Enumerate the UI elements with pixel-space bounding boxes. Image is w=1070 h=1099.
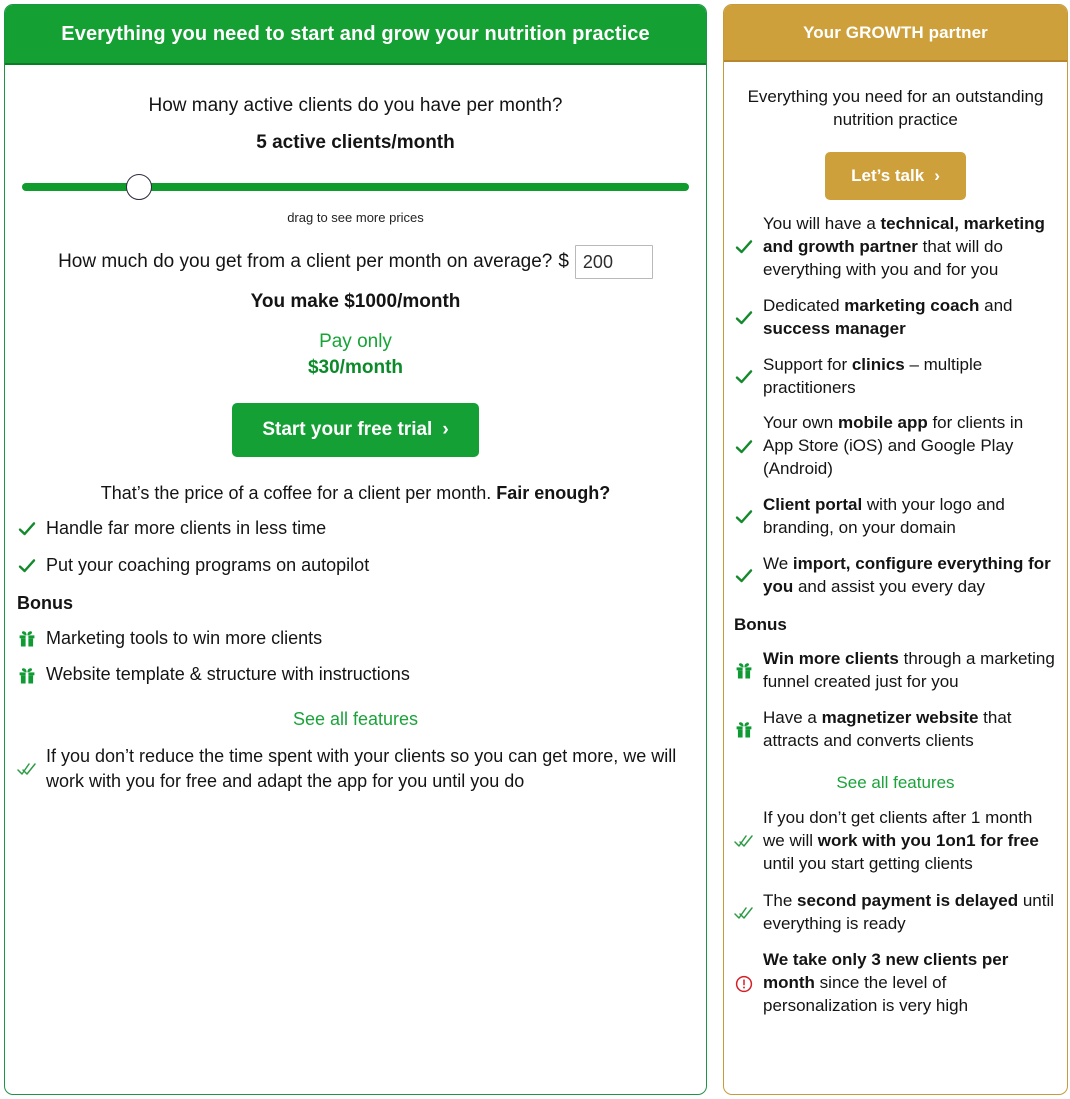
left-bonus-list	[17, 627, 694, 688]
lets-talk-label: Let’s talk	[851, 165, 925, 185]
guarantee-item	[17, 744, 694, 794]
start-free-trial-button[interactable]	[232, 403, 478, 457]
active-clients-slider[interactable]	[22, 174, 689, 200]
chevron-right-icon: ›	[442, 419, 449, 440]
right-bonus-list	[734, 648, 1057, 753]
start-free-trial-label: Start your free trial	[262, 419, 433, 440]
right-bonus-label: Bonus	[734, 615, 787, 634]
feature-item	[734, 295, 1057, 341]
left-guarantee	[17, 744, 694, 794]
bonus-item	[734, 648, 1057, 694]
feature-text: Dedicated marketing coach and success manager	[763, 295, 1013, 338]
guarantee-item	[734, 949, 1057, 1018]
gift-icon	[17, 630, 37, 647]
primary-cta-wrap	[17, 403, 694, 457]
currency-symbol: $	[558, 251, 569, 272]
guarantee-item	[734, 807, 1057, 876]
gift-icon	[734, 662, 754, 679]
active-clients-question: How many active clients do you have per month?	[148, 95, 563, 116]
double-check-icon	[734, 905, 754, 921]
bonus-item	[734, 707, 1057, 753]
gift-icon	[17, 667, 37, 684]
check-icon	[734, 309, 754, 327]
double-check-icon	[17, 761, 37, 777]
right-feature-list	[734, 213, 1057, 599]
left-see-all-features-link[interactable]: See all features	[292, 709, 419, 729]
feature-text: Support for clinics – multiple practitioners	[763, 354, 983, 397]
left-card-body	[5, 65, 706, 806]
right-card-header: Your GROWTH partner	[724, 5, 1067, 62]
feature-item	[734, 494, 1057, 540]
feature-text: If you don’t reduce the time spent with your clients so you can get more, we will work with you for free and adapt the app for you until you do	[46, 746, 677, 791]
feature-text: Win more clients through a marketing funnel created just for you	[763, 649, 1055, 691]
average-revenue-row	[17, 245, 694, 279]
check-icon	[17, 557, 37, 575]
feature-text: Client portal with your logo and branding, on your domain	[763, 495, 1005, 538]
feature-item	[734, 213, 1057, 282]
right-card-body	[724, 62, 1067, 1032]
slider-thumb[interactable]	[126, 174, 152, 200]
left-pricing-card	[4, 4, 707, 1095]
check-icon	[734, 238, 754, 256]
warning-icon	[734, 975, 754, 993]
feature-text: We take only 3 new clients per month since the level of personalization is very high	[763, 950, 1009, 1016]
guarantee-item	[734, 890, 1057, 936]
coffee-note-bold: Fair enough?	[496, 483, 611, 503]
average-revenue-input[interactable]	[575, 245, 653, 279]
right-cta-wrap	[734, 152, 1057, 200]
check-icon	[734, 508, 754, 526]
check-icon	[734, 567, 754, 585]
feature-item	[17, 517, 694, 541]
feature-text: You will have a technical, marketing and growth partner that will do everything with you and for you	[763, 213, 1045, 279]
feature-text: Have a magnetizer website that attracts and converts clients	[763, 707, 1012, 750]
feature-text: If you don’t get clients after 1 month we will work with you 1on1 for free until you start getting clients	[763, 807, 1039, 873]
right-partner-card	[723, 4, 1068, 1095]
feature-text: Handle far more clients in less time	[46, 518, 327, 538]
coffee-note-plain: That’s the price of a coffee for a client per month.	[100, 483, 497, 503]
pay-only-amount: $30/month	[307, 357, 404, 378]
coffee-price-note	[17, 483, 694, 504]
bonus-item	[17, 663, 694, 687]
feature-text: The second payment is delayed until everything is ready	[763, 890, 1055, 933]
feature-text: Website template & structure with instructions	[46, 664, 410, 685]
check-icon	[734, 368, 754, 386]
feature-item	[734, 553, 1057, 599]
feature-item	[734, 412, 1057, 481]
gift-icon	[734, 721, 754, 738]
you-make-value: You make $1000/month	[250, 291, 461, 312]
left-feature-list	[17, 517, 694, 578]
feature-text: Marketing tools to win more clients	[46, 627, 323, 648]
double-check-icon	[734, 833, 754, 849]
average-revenue-label: How much do you get from a client per month on average?	[58, 251, 553, 272]
feature-text: Your own mobile app for clients in App Store (iOS) and Google Play (Android)	[763, 413, 1024, 479]
pay-only-label: Pay only	[319, 331, 392, 352]
right-see-all-features-link[interactable]: See all features	[836, 772, 955, 792]
chevron-right-icon: ›	[934, 165, 940, 185]
left-card-header: Everything you need to start and grow your nutrition practice	[5, 5, 706, 65]
left-bonus-label: Bonus	[17, 592, 73, 613]
feature-text: We import, configure everything for you and assist you every day	[763, 554, 1051, 597]
check-icon	[734, 438, 754, 456]
slider-hint: drag to see more prices	[287, 210, 424, 225]
feature-item	[734, 354, 1057, 400]
active-clients-value: 5 active clients/month	[256, 132, 455, 153]
bonus-item	[17, 627, 694, 651]
right-card-subtitle: Everything you need for an outstanding nutrition practice	[747, 87, 1044, 129]
feature-item	[17, 554, 694, 578]
right-guarantee-list	[734, 807, 1057, 1019]
lets-talk-button[interactable]	[825, 152, 966, 200]
feature-text: Put your coaching programs on autopilot	[46, 554, 370, 575]
slider-track[interactable]	[22, 183, 689, 191]
check-icon	[17, 520, 37, 538]
